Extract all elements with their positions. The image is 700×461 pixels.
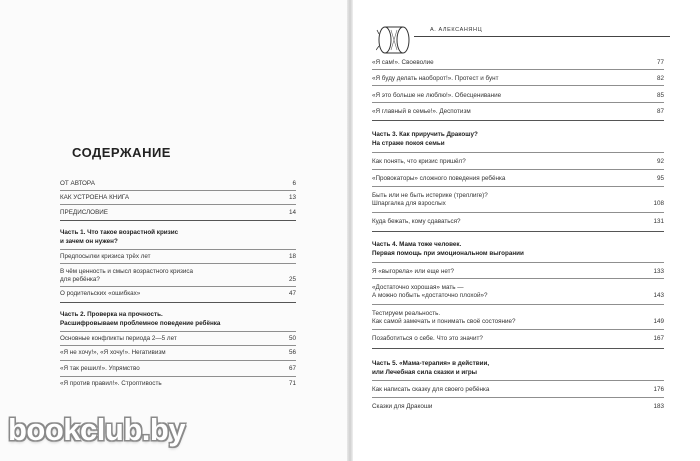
toc-entry-page: 50	[288, 335, 296, 342]
toc-entry-page: 149	[653, 318, 664, 326]
part-5-heading[interactable]: Часть 5. «Мама-терапия» в действии, или Лечебная сила сказки и игры	[372, 360, 490, 376]
divider	[372, 186, 664, 187]
toc-entry[interactable]	[372, 108, 664, 116]
toc-entry-page: 67	[288, 365, 296, 372]
header-rule	[414, 36, 670, 37]
toc-entry-title-line2: Шпаргалка для взрослых	[372, 200, 446, 208]
toc-entry[interactable]	[372, 218, 664, 226]
toc-entry-title: ОТ АВТОРА	[60, 180, 95, 187]
part-3-heading[interactable]: Часть 3. Как приручить Дракошу? На страже покоя семьи	[372, 131, 478, 147]
toc-entry-page: 95	[656, 175, 664, 182]
toc-entry-page: 56	[288, 349, 296, 356]
toc-entry[interactable]	[60, 380, 296, 388]
divider	[60, 220, 296, 221]
part-1-heading[interactable]: Часть 1. Что такое возрастной кризис и зачем он нужен?	[60, 229, 179, 245]
running-header-author: А. АЛЕКСАНЯНЦ	[430, 27, 483, 33]
toc-entry-page: 77	[656, 59, 664, 66]
toc-entry-title: «Я не хочу!», «Я хочу!». Негативизм	[60, 349, 166, 356]
toc-entry[interactable]	[60, 194, 296, 202]
toc-entry-page: 87	[656, 108, 664, 115]
divider	[372, 278, 664, 279]
toc-entry-title: ПРЕДИСЛОВИЕ	[60, 209, 109, 216]
toc-entry-title: Как написать сказку для своего ребёнка	[372, 386, 490, 393]
part-2-heading[interactable]: Часть 2. Проверка на прочность. Расшифровываем проблемное поведение ребёнка	[60, 311, 221, 327]
toc-entry[interactable]	[372, 335, 664, 343]
toc-entry-page: 25	[288, 276, 296, 284]
toc-entry-page: 14	[288, 209, 296, 216]
divider	[372, 85, 664, 86]
toc-entry-page: 131	[653, 218, 664, 225]
divider	[60, 345, 296, 346]
toc-entry[interactable]	[372, 75, 664, 83]
divider	[372, 120, 664, 121]
toc-entry-title: Как понять, что кризис пришёл?	[372, 158, 466, 165]
divider	[372, 231, 664, 232]
toc-entry[interactable]	[60, 253, 296, 261]
book-gutter	[347, 0, 353, 461]
toc-entry-page: 133	[653, 268, 664, 275]
toc-entry-page: 71	[288, 380, 296, 387]
divider	[60, 204, 296, 205]
toc-entry-title: Куда бежать, кому сдаваться?	[372, 218, 461, 225]
toc-entry-page: 47	[288, 290, 296, 297]
toc-entry-title: В чём ценность и смысл возрастного кризиса	[60, 268, 194, 275]
toc-entry-title: Позаботиться о себе. Что это значит?	[372, 335, 483, 342]
divider	[372, 380, 664, 381]
toc-entry[interactable]	[372, 268, 664, 276]
toc-entry-title: Основные конфликты периода 2—5 лет	[60, 335, 177, 342]
toc-entry-title-line2: А можно побыть «достаточно плохой»?	[372, 292, 488, 300]
toc-entry[interactable]	[372, 158, 664, 166]
toc-entry-title-line2: для ребёнка?	[60, 276, 100, 284]
toc-entry-title: «Я против правил!». Строптивость	[60, 380, 162, 387]
toc-entry[interactable]	[60, 209, 296, 217]
divider	[60, 286, 296, 287]
toc-entry-page: 92	[656, 158, 664, 165]
toc-entry[interactable]	[60, 268, 296, 284]
toc-entry[interactable]	[372, 403, 664, 411]
divider	[372, 212, 664, 213]
divider	[372, 348, 664, 349]
toc-entry-page: 6	[292, 180, 296, 187]
divider	[372, 262, 664, 263]
toc-entry-title: «Достаточно хорошая» мать —	[372, 284, 464, 291]
toc-entry-page: 13	[288, 194, 296, 201]
toc-entry[interactable]	[60, 335, 296, 343]
toc-entry-title: Сказки для Дракоши	[372, 403, 433, 410]
divider	[372, 397, 664, 398]
toc-entry-title-line2: Как самой замечать и понимать своё состояние?	[372, 318, 516, 326]
toc-entry-page: 167	[653, 335, 664, 342]
divider	[60, 302, 296, 303]
toc-entry-title: «Провокаторы» сложного поведения ребёнка	[372, 175, 506, 182]
toc-entry[interactable]	[372, 92, 664, 100]
toc-entry[interactable]	[60, 365, 296, 373]
toc-entry[interactable]	[372, 59, 664, 67]
toc-entry[interactable]	[372, 192, 664, 208]
toc-entry-page: 18	[288, 253, 296, 260]
toc-entry[interactable]	[60, 180, 296, 188]
divider	[60, 249, 296, 250]
toc-entry-title: Предпосылки кризиса трёх лет	[60, 253, 151, 260]
divider	[60, 360, 296, 361]
toc-entry-title: Я «выгорела» или еще нет?	[372, 268, 455, 275]
toc-entry[interactable]	[372, 310, 664, 326]
divider	[60, 331, 296, 332]
divider	[372, 329, 664, 330]
toc-entry-page: 85	[656, 92, 664, 99]
divider	[60, 190, 296, 191]
watermark: bookclub.by	[8, 412, 186, 447]
toc-entry[interactable]	[372, 284, 664, 300]
toc-entry-title: Быть или не быть истерике (треллиге)?	[372, 192, 488, 199]
divider	[60, 263, 296, 264]
divider	[372, 102, 664, 103]
toc-entry-title: «Я это больше не люблю!». Обесценивание	[372, 92, 502, 99]
toc-entry-title: «Я главный в семье!». Деспотизм	[372, 108, 471, 115]
toc-title: СОДЕРЖАНИЕ	[72, 145, 171, 160]
toc-entry-title: Тестируем реальность.	[372, 310, 441, 317]
toc-entry-page: 176	[653, 386, 664, 393]
drum-logo-icon	[376, 22, 412, 58]
toc-entry-page: 82	[656, 75, 664, 82]
part-4-heading[interactable]: Часть 4. Мама тоже человек. Первая помощь при эмоциональном выгорании	[372, 241, 524, 257]
toc-entry-title: «Я так решил!». Упрямство	[60, 365, 140, 372]
divider	[372, 169, 664, 170]
divider	[372, 69, 664, 70]
toc-entry-title: О родительских «ошибках»	[60, 290, 141, 297]
toc-entry-title: «Я буду делать наоборот!». Протест и бунт	[372, 75, 499, 82]
toc-entry-page: 183	[653, 403, 664, 410]
toc-entry-title: КАК УСТРОЕНА КНИГА	[60, 194, 130, 201]
toc-entry-page: 143	[653, 292, 664, 300]
toc-entry[interactable]	[372, 386, 664, 394]
toc-entry[interactable]	[60, 349, 296, 357]
toc-entry-page: 108	[653, 200, 664, 208]
divider	[372, 152, 664, 153]
toc-entry[interactable]	[60, 290, 296, 298]
toc-entry[interactable]	[372, 175, 664, 183]
toc-entry-title: «Я сам!». Своеволие	[372, 59, 434, 66]
divider	[60, 376, 296, 377]
divider	[372, 304, 664, 305]
